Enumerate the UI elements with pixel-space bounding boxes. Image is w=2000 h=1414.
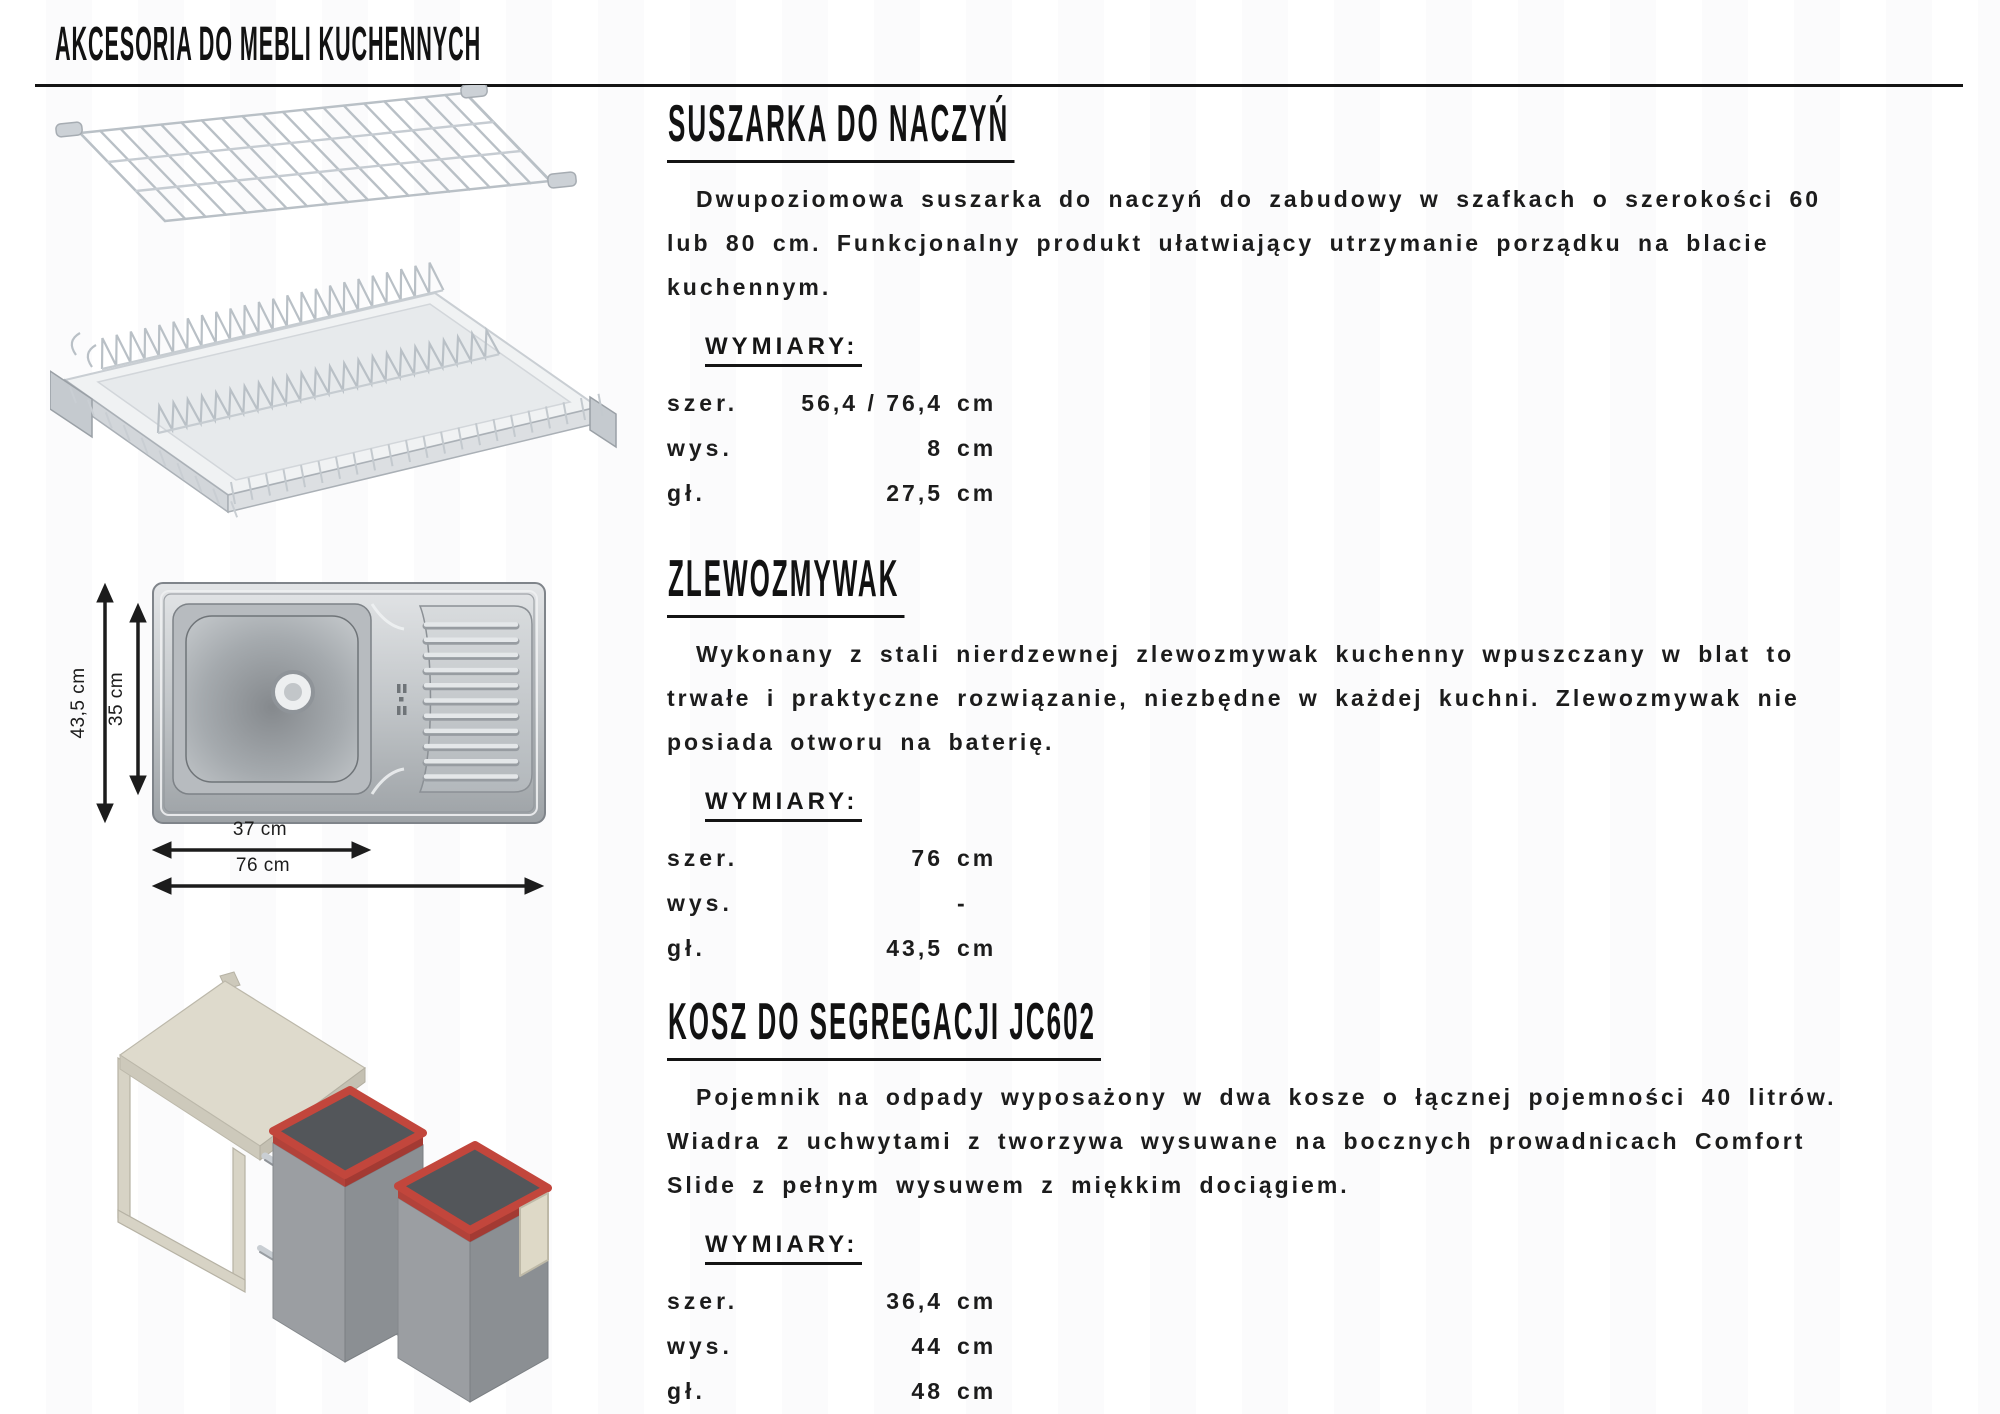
dimension-row: szer. 36,4 cm <box>667 1288 997 1315</box>
section-kosz <box>667 994 1997 1414</box>
section-description <box>667 1075 1997 1207</box>
waste-bin-front <box>398 1145 548 1402</box>
description-line: posiada otworu na baterię. <box>667 729 1055 756</box>
basin-width-label: 37 cm <box>232 819 288 840</box>
section-description <box>667 632 1997 764</box>
description-line: lub 80 cm. Funkcjonalny produkt ułatwiający utrzymanie porządku na blacie <box>667 230 1770 257</box>
dimensions-heading: WYMIARY: <box>705 788 862 822</box>
dish-rack-image <box>50 85 630 530</box>
description-line: kuchennym. <box>667 274 832 301</box>
dimension-row: szer. 56,4 / 76,4 cm <box>667 390 997 417</box>
dimension-row: wys. 8 cm <box>667 435 997 462</box>
description-line: Slide z pełnym wysuwem z miękkim dociągiem. <box>667 1172 1350 1199</box>
section-heading: ZLEWOZMYWAK <box>667 551 1997 618</box>
dimensions-table <box>667 1279 1997 1414</box>
description-line: Wiadra z uchwytami z tworzywa wysuwane na bocznych prowadnicach Comfort <box>667 1128 1806 1155</box>
total-width-label: 76 cm <box>235 855 291 876</box>
dimension-row: gł. 48 cm <box>667 1378 997 1405</box>
dimension-row: gł. 43,5 cm <box>667 935 997 962</box>
page-title: AKCESORIA DO MEBLI KUCHENNYCH <box>55 18 482 71</box>
basin-depth-label: 35 cm <box>106 671 127 727</box>
section-heading: SUSZARKA DO NACZYŃ <box>667 96 1997 163</box>
description-line: Pojemnik na odpady wyposażony w dwa kosze o łącznej pojemności 40 litrów. <box>696 1084 1837 1111</box>
dimensions-heading: WYMIARY: <box>705 333 862 367</box>
sink-image <box>60 558 620 903</box>
dimensions-table <box>667 381 1997 516</box>
sink-diagram <box>60 558 620 903</box>
description-line: Dwupoziomowa suszarka do naczyń do zabudowy w szafkach o szerokości 60 <box>696 186 1822 213</box>
waste-bin-image <box>80 958 640 1406</box>
waste-bin-illustration <box>80 958 640 1406</box>
dimensions-heading: WYMIARY: <box>705 1231 862 1265</box>
dimensions-table <box>667 836 1997 971</box>
dimension-row: szer. 76 cm <box>667 845 997 872</box>
dish-rack-illustration <box>50 85 630 530</box>
dimension-row: gł. 27,5 cm <box>667 480 997 507</box>
section-heading: KOSZ DO SEGREGACJI JC602 <box>667 994 1997 1061</box>
dimension-row: wys. 44 cm <box>667 1333 997 1360</box>
outer-depth-label: 43,5 cm <box>68 667 89 739</box>
description-line: trwałe i praktyczne rozwiązanie, niezbędne w każdej kuchni. Zlewozmywak nie <box>667 685 1800 712</box>
section-description <box>667 177 1997 309</box>
section-suszarka <box>667 96 1997 516</box>
description-line: Wykonany z stali nierdzewnej zlewozmywak kuchenny wpuszczany w blat to <box>696 641 1795 668</box>
section-zlewozmywak <box>667 551 1997 971</box>
dimension-row: wys. - <box>667 890 968 917</box>
bin-handle <box>520 1193 548 1276</box>
